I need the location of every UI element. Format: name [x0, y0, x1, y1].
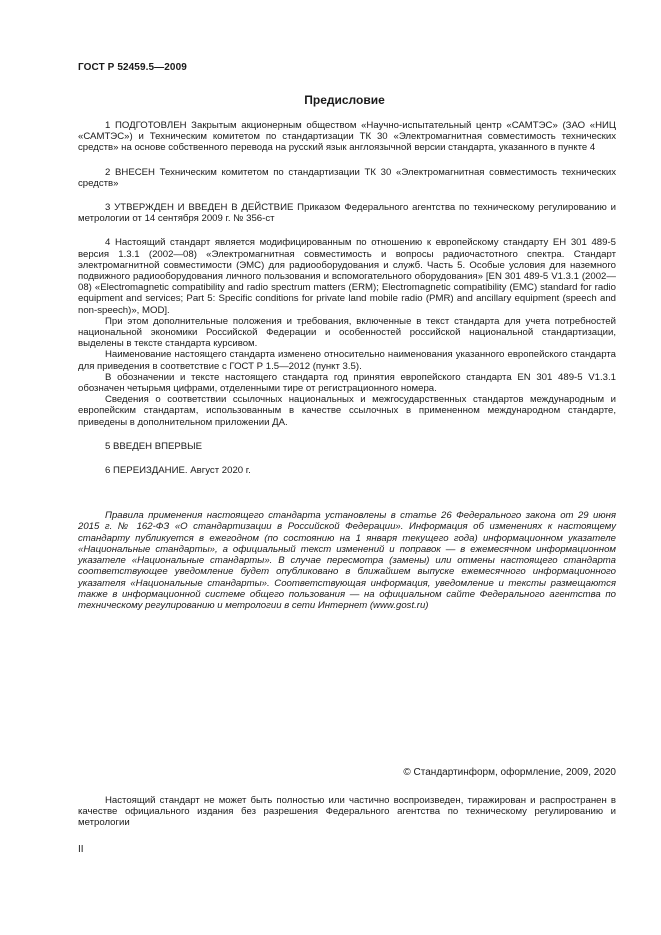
page-title: Предисловие: [304, 93, 385, 107]
paragraph-5: 5 ВВЕДЕН ВПЕРВЫЕ: [105, 440, 203, 452]
paragraph-4-additions: При этом дополнительные положения и требования, включенные в текст стандарта для учета потребностей национальной экономики Российской Федерации и особенностей российской национальной стандартизации, выделены в тексте стандарта курсивом.: [78, 315, 616, 350]
rules-paragraph: Правила применения настоящего стандарта установлены в статье 26 Федерального закона от 29 июня 2015 г. № 162-ФЗ «О стандартизации в Российской Федерации». Информация об изменениях к настоящему стандарту публикуется в ежегодном (по состоянию на 1 января текущего года) информационном указателе «Национальные стандарты», а официальный текст изменений и поправок — в ежемесячном информационном указателе «Национальные стандарты». В случае пересмотра (замены) или отмены настоящего стандарта соответствующее уведомление будет опубликовано в ближайшем выпуске ежемесячного информационного указателя «Национальные стандарты». Соответствующая информация, уведомление и тексты размещаются также в информационной системе общего пользования — на официальном сайте Федерального агентства по техническому регулированию и метрологии в сети Интернет (www.gost.ru): [78, 510, 616, 611]
paragraph-3: 3 УТВЕРЖДЕН И ВВЕДЕН В ДЕЙСТВИЕ Приказом Федерального агентства по техническому регулированию и метрологии от 14 сентября 2009 г. № 356-ст: [78, 202, 616, 225]
foreword-body: [78, 120, 616, 611]
paragraph-1: 1 ПОДГОТОВЛЕН Закрытым акционерным обществом «Научно-испытательный центр «САМТЭС» (ЗАО «НИЦ «САМТЭС») и Техническим комитетом по стандартизации ТК 30 «Электромагнитная совместимость технических средств» на основе собственного перевода на русский язык англоязычной версии стандарта, указанного в пункте 4: [78, 120, 616, 154]
paragraph-2: 2 ВНЕСЕН Техническим комитетом по стандартизации ТК 30 «Электромагнитная совместимость технических средств»: [78, 166, 616, 189]
paragraph-4-references: Сведения о соответствии ссылочных национальных и межгосударственных стандартов международным и европейским стандартам, использованным в качестве ссылочных в примененном международном стандарте, приведены в дополнительном приложении ДА.: [78, 394, 616, 428]
paragraph-4-designation: В обозначении и тексте настоящего стандарта год принятия европейского стандарта EN 301 489-5 V1.3.1 обозначен четырьмя цифрами, отделенными тире от регистрационного номера.: [78, 371, 616, 395]
paragraph-4: 4 Настоящий стандарт является модифицированным по отношению к европейскому стандарту ЕН 301 489-5 версия 1.3.1 (2002—08) «Электромагнитная совместимость и вопросы радиочастотного спектра. Стандарт электромагнитной совместимости (ЭМС) для радиооборудования и служб. Часть 5. Особые условия для наземного подвижного радиооборудования личного пользования и вспомогательного оборудования» [EN 301 489-5 V1.3.1 (2002—08) «Electromagnetic compatibility and radio spectrum matters (ERM); Electromagnetic compatibility (EMC) standard for radio equipment and services; Part 5: Specific conditions for private land mobile radio (PMR) and ancillary equipment (speech and non-speech)», MOD].: [78, 237, 616, 316]
page-number: II: [78, 844, 84, 855]
reproduction-notice: Настоящий стандарт не может быть полностью или частично воспроизведен, тиражирован и распространен в качестве официального издания без разрешения Федерального агентства по техническому регулированию и метрологии: [78, 795, 616, 829]
paragraph-6: 6 ПЕРЕИЗДАНИЕ. Август 2020 г.: [105, 465, 251, 477]
document-code: ГОСТ Р 52459.5—2009: [78, 62, 187, 73]
copyright-line: © Стандартинформ, оформление, 2009, 2020: [403, 767, 616, 778]
paragraph-4-name-change: Наименование настоящего стандарта изменено относительно наименования указанного европейского стандарта для приведения в соответствие с ГОСТ Р 1.5—2012 (пункт 3.5).: [78, 349, 616, 372]
